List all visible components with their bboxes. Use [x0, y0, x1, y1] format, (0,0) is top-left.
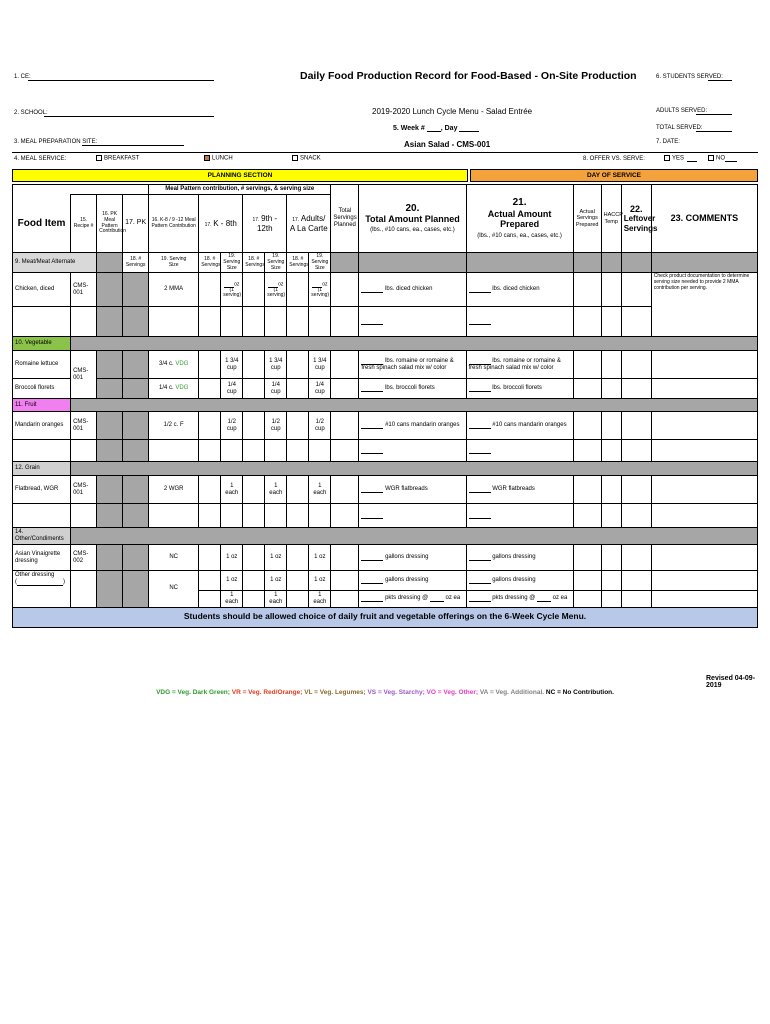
legend-entry: VDG = Veg. Dark Green;	[156, 689, 232, 696]
serving-label: (1 serving)	[223, 286, 242, 299]
group-other: 14. Other/Condiments	[13, 528, 71, 545]
n18-label: 18. #	[204, 255, 216, 262]
k8-pattern-header: 16. K-8 / 9 -12 Meal Pattern Contribution	[149, 195, 199, 253]
page-title: Daily Food Production Record for Food-Based - On-Site Production	[300, 70, 637, 82]
g912-servings-header	[243, 253, 265, 273]
week-day-line	[393, 125, 479, 132]
k8-label: K - 8th	[213, 218, 237, 228]
servings-label: Servings	[289, 261, 309, 268]
ce-field[interactable]	[28, 80, 214, 81]
week-field[interactable]	[427, 125, 441, 132]
group-meat: 9. Meat/Meat Alternate	[13, 253, 97, 273]
food-item-broccoli: Broccoli florets	[13, 379, 71, 399]
col22-header	[621, 185, 658, 253]
prepared-vinaigrette[interactable]	[466, 545, 573, 571]
oz-label: oz	[234, 280, 240, 287]
g912-header	[243, 195, 287, 253]
total-served-label: TOTAL SERVED:	[656, 125, 703, 131]
n19-label: 19. Serving	[161, 255, 187, 262]
planned-label: lbs. broccoli florets	[385, 385, 435, 392]
table-row	[13, 476, 758, 504]
other-dressing-label: Other dressing	[15, 572, 55, 579]
prepared-label: lbs. broccoli florets	[492, 385, 542, 392]
pattern-vinaigrette: NC	[149, 545, 199, 571]
planned-mandarin[interactable]	[359, 412, 466, 440]
size-label: Size	[270, 264, 281, 271]
n18-label: 18. #	[292, 255, 304, 262]
table-row	[13, 571, 758, 591]
food-item-mandarin: Mandarin oranges	[13, 412, 71, 440]
actual-servings-header: Actual Servings Prepared	[573, 185, 601, 253]
col21-num: 21.	[512, 197, 527, 209]
legend-entry: VS = Veg. Starchy;	[367, 689, 427, 696]
size-broccoli: 1/4 cup	[221, 379, 243, 399]
prepared-label: gallons dressing	[492, 577, 536, 584]
snack-option[interactable]	[292, 155, 321, 162]
prepared-label: lbs. romaine or romaine & fresh spinach salad mix w/ color	[468, 357, 561, 371]
students-served-label: 6. STUDENTS SERVED:	[656, 74, 723, 80]
yes-label: YES	[672, 155, 685, 162]
cell-input[interactable]	[199, 273, 221, 307]
planned-other-dressing[interactable]	[359, 571, 466, 591]
breakfast-option[interactable]	[96, 155, 139, 162]
servings-label: Servings	[245, 261, 265, 268]
lunch-label: LUNCH	[212, 155, 233, 162]
size-vinaigrette-adult: 1 oz	[309, 545, 331, 571]
day-of-service-bar: DAY OF SERVICE	[470, 169, 758, 182]
planned-vinaigrette[interactable]	[359, 545, 466, 571]
revised-date: Revised 04-09-2019	[706, 675, 756, 689]
size-mandarin-adult: 1/2 cup	[309, 412, 331, 440]
cycle-menu: 2019-2020 Lunch Cycle Menu - Salad Entrée	[372, 107, 533, 116]
comments-header: 23. COMMENTS	[651, 185, 757, 253]
food-item-romaine: Romaine lettuce	[13, 351, 71, 379]
prepared-broccoli[interactable]	[466, 379, 573, 399]
n18-label: 18. #	[248, 255, 260, 262]
k8-size-header	[221, 253, 243, 273]
n19-label: 19. Serving	[267, 253, 285, 265]
size-broccoli-912: 1/4 cup	[265, 379, 287, 399]
food-item-header: Food Item	[13, 195, 71, 253]
food-item-other-dressing[interactable]: Other dressing ( )	[13, 571, 71, 608]
size-label: Size	[314, 264, 325, 271]
planned-romaine[interactable]	[359, 351, 466, 379]
pk-size-header	[149, 253, 199, 273]
planning-section-bar: PLANNING SECTION	[12, 169, 468, 182]
k8-num: 17.	[204, 221, 212, 228]
size-other-dressing: 1 oz	[221, 571, 243, 591]
students-served-field[interactable]	[708, 80, 732, 81]
size-mandarin: 1/2 cup	[221, 412, 243, 440]
pkts-prepared[interactable]	[466, 591, 573, 608]
production-table	[12, 184, 758, 628]
planned-broccoli[interactable]	[359, 379, 466, 399]
table-row	[13, 412, 758, 440]
col20-num: 20.	[405, 202, 420, 214]
planned-label: #10 cans mandarin oranges	[385, 422, 460, 429]
cell-input[interactable]	[466, 440, 573, 462]
size-chicken-912[interactable]	[265, 273, 287, 307]
date-label: 7. DATE:	[656, 139, 680, 145]
size-flatbread-912: 1 each	[265, 476, 287, 504]
prepared-label: gallons dressing	[492, 554, 536, 561]
oz-label: oz	[278, 280, 284, 287]
meal-pattern-header: Meal Pattern contribution, # servings, & serving size	[149, 185, 331, 195]
table-row	[13, 545, 758, 571]
yes-option[interactable]	[664, 155, 697, 162]
offer-label: 8. OFFER VS. SERVE:	[583, 156, 645, 162]
adults-size-header	[309, 253, 331, 273]
cell-input[interactable]	[621, 273, 651, 307]
size-label: Size	[226, 264, 237, 271]
prepared-label: #10 cans mandarin oranges	[492, 422, 567, 429]
size-label: Size	[168, 261, 179, 268]
g912-size-header	[265, 253, 287, 273]
cell-input[interactable]	[601, 273, 621, 307]
prepared-label: WGR flatbreads	[492, 486, 535, 493]
pattern-romaine	[149, 351, 199, 379]
servings-label: Servings	[125, 261, 146, 268]
cell-input[interactable]	[287, 273, 309, 307]
recipe-chicken: CMS-001	[71, 273, 97, 307]
col21-sub: (lbs., #10 cans, ea., cases, etc.)	[477, 232, 562, 239]
school-label: 2. SCHOOL:	[14, 110, 48, 116]
cell-input[interactable]	[359, 440, 466, 462]
legend-entry: VR = Veg. Red/Orange;	[231, 689, 305, 696]
pk-header: 17. PK	[123, 195, 149, 253]
size-flatbread: 1 each	[221, 476, 243, 504]
food-item-chicken: Chicken, diced	[13, 273, 71, 307]
pattern-num: 1/4 c.	[159, 385, 174, 392]
divider	[12, 152, 758, 153]
cell-input[interactable]	[331, 273, 359, 307]
cell-input[interactable]	[71, 571, 97, 608]
size-romaine-adult: 1 3/4 cup	[309, 351, 331, 379]
size2-other-dressing: 1 each	[221, 591, 243, 608]
planned-flatbread[interactable]	[359, 476, 466, 504]
size-chicken-adult[interactable]	[309, 273, 331, 307]
col21-header	[466, 185, 573, 253]
prepared-other-dressing[interactable]	[466, 571, 573, 591]
cell-input[interactable]	[359, 504, 466, 528]
school-field[interactable]	[44, 116, 214, 117]
group-fruit: 11. Fruit	[13, 399, 71, 412]
k8-header	[199, 195, 243, 253]
total-served-field[interactable]	[696, 131, 732, 132]
size-flatbread-adult: 1 each	[309, 476, 331, 504]
prep-site-field[interactable]	[82, 145, 184, 146]
servings-label: Servings	[201, 261, 221, 268]
legend-entry: NC = No Contribution.	[545, 689, 614, 696]
checkbox-icon	[664, 155, 670, 161]
oz-label: oz	[322, 280, 328, 287]
recipe-header: 15. Recipe #	[71, 195, 97, 253]
col21-title: Actual Amount Prepared	[487, 208, 552, 230]
group-vegetable: 10. Vegetable	[13, 337, 71, 351]
pattern-code: VDG	[175, 361, 189, 368]
size-vinaigrette-912: 1 oz	[265, 545, 287, 571]
legend-entry: VL = Veg. Legumes;	[304, 689, 368, 696]
group-grain: 12. Grain	[13, 462, 71, 476]
no-option[interactable]	[708, 155, 737, 162]
pattern-other-dressing: NC	[149, 571, 199, 608]
ce-label: 1. CE:	[14, 74, 31, 80]
adults-header	[287, 195, 331, 253]
prepared-romaine[interactable]	[466, 351, 573, 379]
breakfast-label: BREAKFAST	[104, 155, 140, 162]
col22-num: 22.	[629, 204, 643, 215]
legend-entry: VA = Veg. Additional.	[479, 689, 546, 696]
checkbox-icon	[708, 155, 714, 161]
planned-label: gallons dressing	[385, 554, 429, 561]
pk-meal-header: 16. PK Meal Pattern Contribution	[97, 195, 123, 253]
prepared-flatbread[interactable]	[466, 476, 573, 504]
planned-label: lbs. diced chicken	[385, 286, 433, 293]
size-mandarin-912: 1/2 cup	[265, 412, 287, 440]
week-label: 5. Week #	[393, 125, 425, 132]
g912-num: 17.	[252, 216, 260, 223]
adults-served-field[interactable]	[696, 114, 732, 115]
no-label: NO	[716, 155, 725, 162]
lunch-option[interactable]	[204, 155, 233, 162]
day-label: , Day	[440, 125, 458, 132]
adults-num: 17.	[292, 216, 300, 223]
planned-chicken[interactable]	[359, 273, 466, 307]
checkbox-checked-icon	[204, 155, 210, 161]
oz-ea-label: oz ea	[552, 595, 568, 602]
snack-label: SNACK	[300, 155, 321, 162]
adults-served-label: ADULTS SERVED:	[656, 108, 708, 114]
g912-label: 9th - 12th	[256, 213, 278, 233]
recipe-romaine: CMS-001	[71, 351, 97, 399]
total-servings-planned-header: Total Servings Planned	[331, 185, 359, 253]
legend	[0, 689, 770, 696]
pkts-label: pkts dressing @	[492, 595, 536, 602]
haccp-header: HACCP Temp	[601, 185, 621, 253]
col20-sub: (lbs., #10 cans, ea., cases, etc.)	[370, 227, 455, 234]
size-broccoli-adult: 1/4 cup	[309, 379, 331, 399]
size-other-dressing-adult: 1 oz	[309, 571, 331, 591]
cell-input[interactable]	[573, 273, 601, 307]
prepared-mandarin[interactable]	[466, 412, 573, 440]
n19-label: 19. Serving	[311, 253, 329, 265]
planned-label: lbs. romaine or romaine & fresh spinach salad mix w/ color	[361, 357, 454, 371]
pattern-code: VDG	[175, 385, 189, 392]
n18-label: 18. #	[130, 255, 142, 262]
size2-other-dressing-adult: 1 each	[309, 591, 331, 608]
size-romaine-912: 1 3/4 cup	[265, 351, 287, 379]
table-row	[13, 273, 758, 307]
size-other-dressing-912: 1 oz	[265, 571, 287, 591]
cell-input[interactable]	[466, 504, 573, 528]
table-row	[13, 379, 758, 399]
recipe-vinaigrette: CMS-002	[71, 545, 97, 571]
meal-service-label: 4. MEAL SERVICE:	[14, 156, 67, 162]
pk-servings-header	[123, 253, 149, 273]
pattern-broccoli	[149, 379, 199, 399]
planned-label: gallons dressing	[385, 577, 429, 584]
menu-item: Asian Salad - CMS-001	[404, 140, 491, 149]
adults-label: Adults/ A La Carte	[289, 213, 328, 233]
food-item-vinaigrette: Asian Vinaigrette dressing	[13, 545, 71, 571]
comment-chicken: Check product documentation to determine serving size needed to provide 2 MMA contribution per serving.	[651, 273, 757, 337]
recipe-flatbread: CMS-001	[71, 476, 97, 504]
size-romaine: 1 3/4 cup	[221, 351, 243, 379]
pattern-num: 3/4 c.	[159, 361, 174, 368]
col22-title: Leftover Servings	[623, 214, 658, 233]
cell-input[interactable]	[359, 307, 466, 337]
prep-site-label: 3. MEAL PREPARATION SITE:	[14, 139, 98, 145]
recipe-mandarin: CMS-001	[71, 412, 97, 440]
checkbox-icon	[96, 155, 102, 161]
serving-label: (1 serving)	[267, 286, 286, 299]
pkts-label: pkts dressing @	[385, 595, 429, 602]
serving-label: (1 serving)	[311, 286, 330, 299]
day-field[interactable]	[459, 125, 479, 132]
size-vinaigrette: 1 oz	[221, 545, 243, 571]
oz-ea-label: oz ea	[445, 595, 461, 602]
n19-label: 19. Serving	[223, 253, 241, 265]
students-choice-note: Students should be allowed choice of daily fruit and vegetable offerings on the 6-Week Cycle Menu.	[13, 607, 758, 627]
legend-entry: VO = Veg. Other;	[426, 689, 480, 696]
planned-label: WGR flatbreads	[385, 486, 428, 493]
cell-input[interactable]	[243, 273, 265, 307]
cell-input[interactable]	[466, 307, 573, 337]
prepared-label: lbs. diced chicken	[492, 286, 540, 293]
pattern-flatbread: 2 WGR	[149, 476, 199, 504]
k8-servings-header	[199, 253, 221, 273]
checkbox-icon	[292, 155, 298, 161]
col20-title: Total Amount Planned	[365, 214, 460, 225]
adults-servings-header	[287, 253, 309, 273]
food-item-flatbread: Flatbread, WGR	[13, 476, 71, 504]
size-chicken[interactable]	[221, 273, 243, 307]
pattern-chicken: 2 MMA	[149, 273, 199, 307]
table-row	[13, 351, 758, 379]
col20-header	[359, 185, 466, 253]
pattern-mandarin: 1/2 c. F	[149, 412, 199, 440]
pkts-planned[interactable]	[359, 591, 466, 608]
prepared-chicken[interactable]	[466, 273, 573, 307]
size2-other-dressing-912: 1 each	[265, 591, 287, 608]
